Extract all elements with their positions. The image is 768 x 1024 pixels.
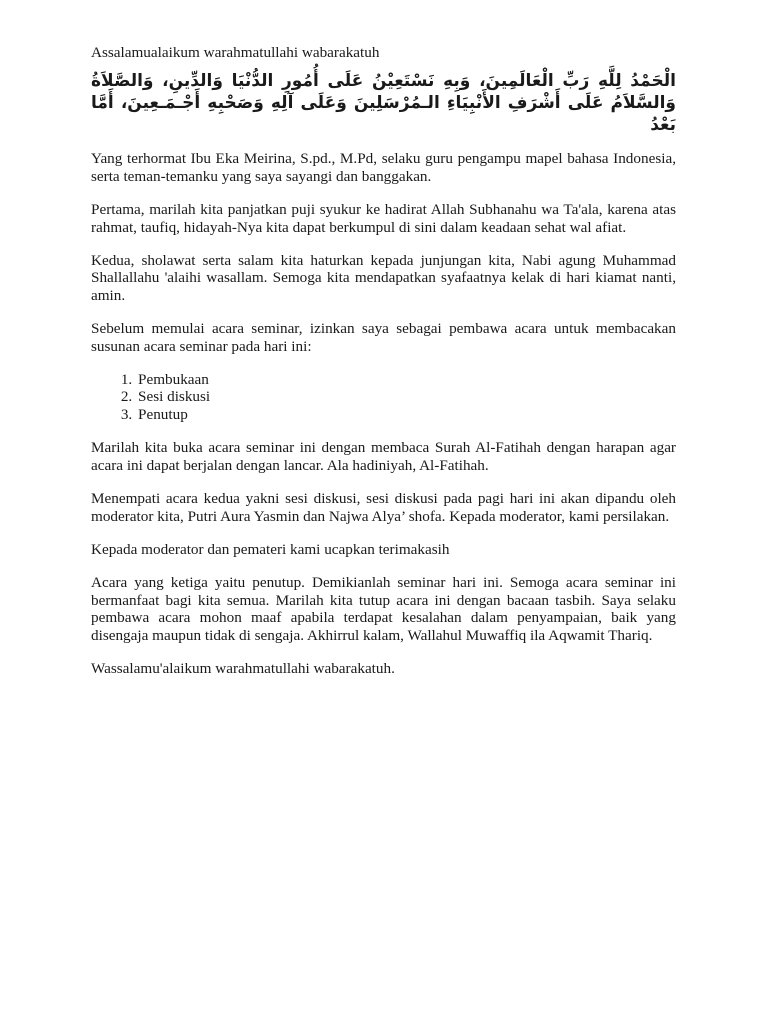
paragraph-sholawat: Kedua, sholawat serta salam kita haturkan kepada junjungan kita, Nabi agung Muhammad Shallallahu 'alaihi wasallam. Semoga kita mendapatkan syafaatnya kelak di hari kiamat nanti, amin.	[91, 252, 676, 304]
arabic-opening-prayer: الْحَمْدُ لِلَّهِ رَبِّ الْعَالَمِينَ، وَبِهِ نَسْتَعِيْنُ عَلَى أُمُورِ الدُّنْيَا وَالدِّينِ، وَالصَّلاَةُ وَالسَّلاَمُ عَلَى أَشْرَفِ الأَنْبِيَاءِ الـمُرْسَلِينَ وَعَلَى آلِهِ وَصَحْبِهِ أَجْـمَـعِينَ، أَمَّا بَعْدُ	[91, 71, 676, 136]
closing-greeting: Wassalamu'alaikum warahmatullahi wabarakatuh.	[91, 659, 395, 677]
paragraph-gratitude: Pertama, marilah kita panjatkan puji syukur ke hadirat Allah Subhanahu wa Ta'ala, karena atas rahmat, taufiq, hidayah-Nya kita dapat berkumpul di sini dalam keadaan sehat wal afiat.	[91, 201, 676, 236]
opening-greeting: Assalamualaikum warahmatullahi wabarakatuh	[91, 44, 380, 61]
agenda-list	[91, 371, 676, 423]
paragraph-discussion: Menempati acara kedua yakni sesi diskusi, sesi diskusi pada pagi hari ini akan dipandu oleh moderator kita, Putri Aura Yasmin dan Najwa Alya’ shofa. Kepada moderator, kami persilakan.	[91, 490, 676, 525]
agenda-item: 2. Sesi diskusi	[136, 388, 676, 405]
agenda-item: 3. Penutup	[136, 406, 676, 423]
paragraph-closing: Acara yang ketiga yaitu penutup. Demikianlah seminar hari ini. Semoga acara seminar ini bermanfaat bagi kita semua. Marilah kita tutup acara ini dengan bacaan tasbih. Saya selaku pembawa acara mohon maaf apabila terdapat kesalahan dalam penyampaian, baik yang disengaja maupun tidak di sengaja. Akhirrul kalam, Wallahul Muwaffiq ila Aqwamit Thariq.	[91, 574, 676, 644]
paragraph-salutation: Yang terhormat Ibu Eka Meirina, S.pd., M.Pd, selaku guru pengampu mapel bahasa Indonesia, serta teman-temanku yang saya sayangi dan banggakan.	[91, 150, 676, 185]
document-page	[91, 44, 676, 693]
agenda-item: 1. Pembukaan	[136, 371, 676, 388]
paragraph-agenda-intro: Sebelum memulai acara seminar, izinkan saya sebagai pembawa acara untuk membacakan susunan acara seminar pada hari ini:	[91, 320, 676, 355]
paragraph-thanks: Kepada moderator dan pemateri kami ucapkan terimakasih	[91, 540, 450, 558]
paragraph-opening-prayer: Marilah kita buka acara seminar ini dengan membaca Surah Al-Fatihah dengan harapan agar acara ini dapat berjalan dengan lancar. Ala hadiniyah, Al-Fatihah.	[91, 439, 676, 474]
